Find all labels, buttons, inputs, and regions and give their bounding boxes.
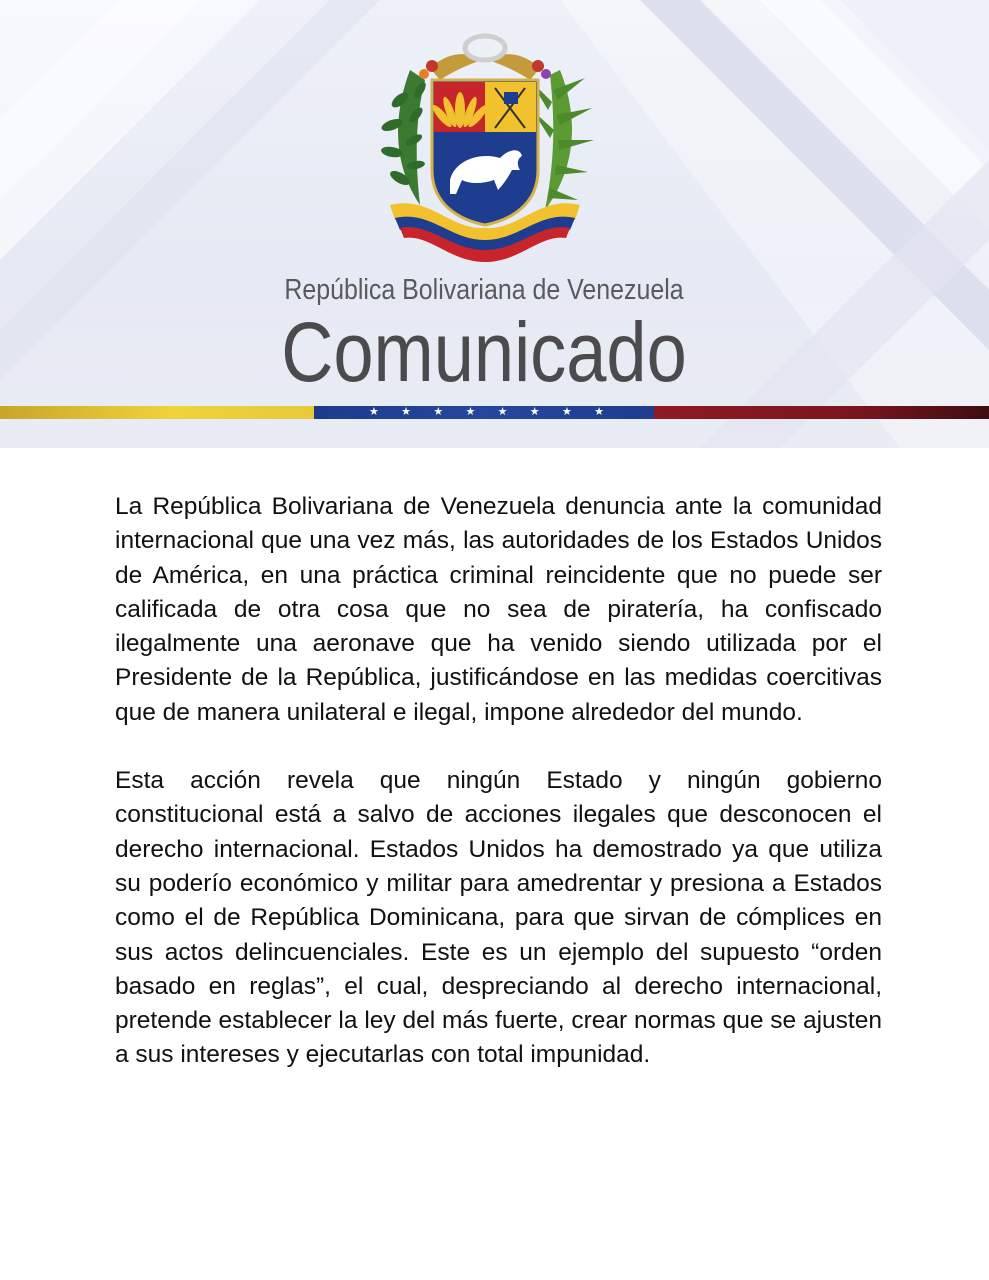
stars-row xyxy=(369,403,604,421)
star-icon: ★ xyxy=(465,405,476,418)
tricolor-band xyxy=(0,406,989,419)
communique-body xyxy=(115,490,882,1107)
band-red xyxy=(654,406,989,419)
paragraph: La República Bolivariana de Venezuela denuncia ante la comunidad internacional que una vez más, las autoridades de los Estados Unidos de América, en una práctica criminal reincidente que no puede ser calificada de otra cosa que no sea de piratería, ha confiscado ilegalmente una aeronave que ha venido siendo utilizada por el Presidente de la República, justificándose en las medidas coercitivas que de manera unilateral e ilegal, impone alrededor del mundo. xyxy=(115,493,882,726)
star-icon: ★ xyxy=(369,405,379,418)
star-icon: ★ xyxy=(433,405,444,418)
star-icon: ★ xyxy=(401,405,412,418)
star-icon: ★ xyxy=(529,405,540,418)
band-yellow xyxy=(0,406,314,419)
star-icon: ★ xyxy=(594,405,604,418)
star-icon: ★ xyxy=(561,405,572,418)
letterhead-header xyxy=(0,0,989,448)
band-blue xyxy=(314,406,654,419)
coat-of-arms-icon xyxy=(370,30,600,265)
paragraph: Esta acción revela que ningún Estado y ningún gobierno constitucional está a salvo de acciones ilegales que desconocen el derecho internacional. Estados Unidos ha demostrado ya que utiliza su poderío económico y militar para amedrentar y presiona a Estados como el de República Dominicana, para que sirvan de cómplices en sus actos delincuenciales. Este es un ejemplo del supuesto “orden basado en reglas”, el cual, despreciando al derecho internacional, pretende establecer la ley del más fuerte, crear normas que se ajusten a sus intereses y ejecutarlas con total impunidad. xyxy=(115,767,882,1069)
star-icon: ★ xyxy=(497,405,508,418)
page-title: Comunicado xyxy=(281,305,687,399)
country-subtitle: República Bolivariana de Venezuela xyxy=(284,274,684,306)
